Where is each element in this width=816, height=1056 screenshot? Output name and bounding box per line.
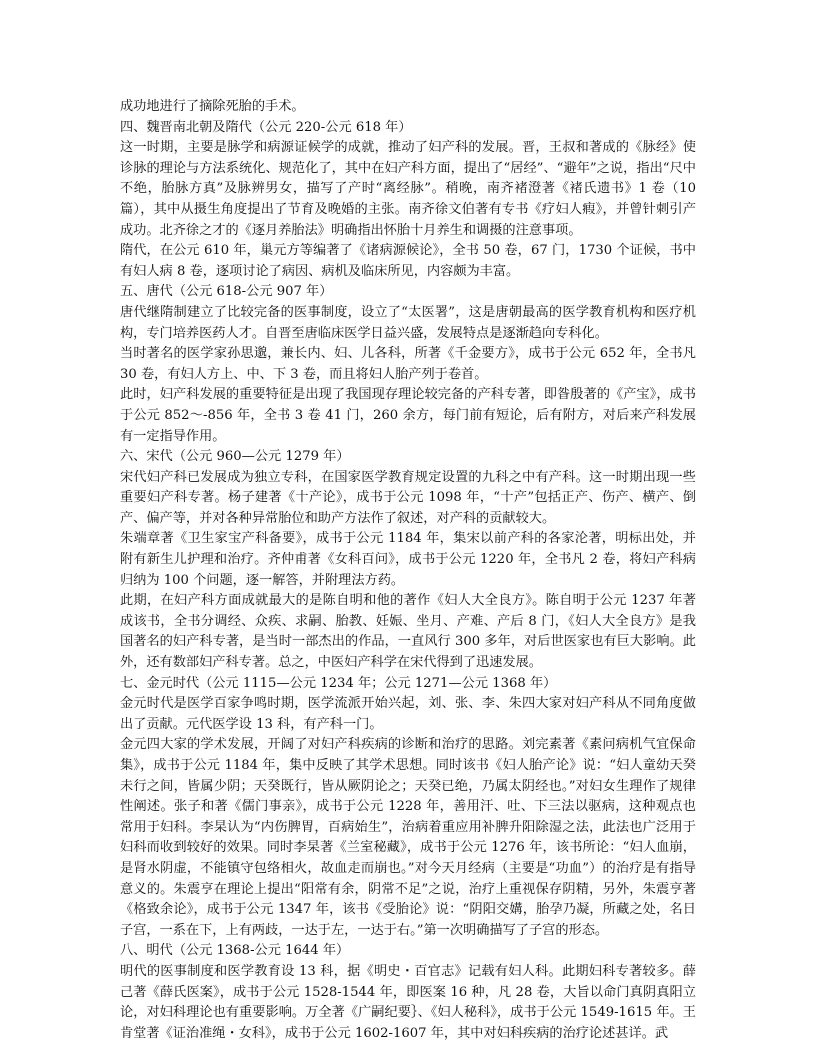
paragraph-ming-works: 明代的医事制度和医学教育设 13 科，据《明史・百官志》记载有妇人科。此期妇科专著较多。薛己著《薛氏医案》，成书于公元 1528-1544 年，即医案 16 种，凡 28 卷，大旨以命门真阴真阳立论，对妇科理论也有重要影响。万全著《广嗣纪要｝、《妇人秘科》，成书于公元 1549-1615 年。王肯堂著《证治准绳・女科》，成书于公元 1602-1607 年，其中对妇科疾病的治疗论述甚详。武: [120, 963, 696, 1041]
paragraph-song-specialty: 宋代妇产科已发展成为独立专科，在国家医学教育规定设置的九科之中有产科。这一时期出现一些重要妇产科专著。杨子建著《十产论》，成书于公元 1098 年，“十产”包括正产、伤产、横产、倒产、偏产等，并对各种异常胎位和助产方法作了叙述，对产科的贡献较大。: [120, 469, 696, 526]
section-heading-ming: 八、明代（公元 1368-公元 1644 年）: [120, 943, 350, 959]
section-heading-tang: 五、唐代（公元 618-公元 907 年）: [120, 284, 333, 300]
text-line-surgery-note: 成功地进行了摘除死胎的手术。: [120, 99, 305, 114]
paragraph-four-masters: 金元四大家的学术发展，开阔了对妇产科疾病的诊断和治疗的思路。刘完素著《素问病机气宜保命集》，成书于公元 1184 年，集中反映了其学术思想。同时该书《妇人胎产论》说：“妇人童幼天癸未行之间，皆属少阴；天癸既行，皆从厥阴论之；天癸已绝，乃属太阴经也。”对妇女生理作了规律性阐述。张子和著《儒门事亲》，成书于公元 1228 年，善用汗、吐、下三法以驱病，这种观点也常用于妇科。李杲认为“内伤脾胃，百病始生”，治病着重应用补脾升阳除湿之法，此法也广泛用于妇科而收到较好的效果。同时李杲著《兰室秘藏》，成书于公元 1276 年，该书所论：“妇人血崩，是肾水阴虚，不能镇守包络相火，故血走而崩也。”对今天月经病（主要是“功血”）的治疗是有指导意义的。朱震亨在理论上提出“阳常有余，阴常不足”之说，治疗上重视保存阴精，另外，朱震亨著《格致余论》，成书于公元 1347 年，该书《受胎论》说：“阴阳交媾，胎孕乃凝，所藏之处，名日子宫，一系在下，上有两歧，一达于左，一达于右。”第一次明确描写了子宫的形态。: [120, 737, 696, 938]
section-heading-jin-yuan: 七、金元时代（公元 1115—公元 1234 年；公元 1271—公元 1368 年）: [120, 675, 557, 691]
paragraph-sui-dynasty: 隋代，在公元 610 年，巢元方等编著了《诸病源候论》，全书 50 卷，67 门，1730 个证候，书中有妇人病 8 卷，逐项讨论了病因、病机及临床所见，内容颇为丰富。: [120, 243, 696, 279]
document-page: [120, 97, 696, 1044]
section-heading-wei-jin-sui: 四、魏晋南北朝及隋代（公元 220-公元 618 年）: [120, 119, 412, 135]
paragraph-sun-simiao: 当时著名的医学家孙思邈，兼长内、妇、儿各科，所著《千金要方》，成书于公元 652 年，全书凡 30 卷，有妇人方上、中、下 3 卷，而且将妇人胎产列于卷首。: [120, 346, 696, 382]
section-heading-song: 六、宋代（公元 960—公元 1279 年）: [120, 449, 350, 465]
paragraph-tang-medical-system: 唐代继隋制建立了比较完备的医事制度，设立了“太医署”，这是唐朝最高的医学教育机构和医疗机构，专门培养医药人才。自晋至唐临床医学日益兴盛，发展特点是逐渐趋向专科化。: [120, 304, 696, 341]
paragraph-chan-bao: 此时，妇产科发展的重要特征是出现了我国现存理论较完备的产科专著，即昝殷著的《产宝》，成书于公元 852～-856 年，全书 3 卷 41 门，260 余方，每门前有短论，后有附方，对后来产科发展有一定指导作用。: [120, 387, 696, 444]
paragraph-chen-ziming: 此期，在妇产科方面成就最大的是陈自明和他的著作《妇人大全良方》。陈自明于公元 1237 年著成该书，全书分调经、众疾、求嗣、胎教、妊娠、坐月、产难、产后 8 门，《妇人大全良方》是我国著名的妇产科专著，是当时一部杰出的作品，一直风行 300 多年，对后世医家也有巨大影响。此外，还有数部妇产科专著。总之，中医妇产科学在宋代得到了迅速发展。: [120, 593, 696, 671]
paragraph-zhu-duanzhang: 朱端章著《卫生家宝产科备要》，成书于公元 1184 年，集宋以前产科的各家沦著，明标出处，并附有新生儿护理和治疗。齐仲甫著《女科百问》，成书于公元 1220 年，全书凡 2 卷，将妇产科病归纳为 100 个问题，逐一解答，并附理法方药。: [120, 531, 696, 588]
paragraph-wei-jin-pulse: 这一时期，主要是脉学和病源证候学的成就，推动了妇产科的发展。晋，王叔和著成的《脉经》使诊脉的理论与方法系统化、规范化了，其中在妇产科方面，提出了“居经”、“避年”之说，指出“尺中不绝，胎脉方真”及脉辨男女，描写了产时“离经脉”。稍晚，南齐褚澄著《褚氏遗书》1 卷（10 篇），其中从摄生角度提出了节育及晚婚的主张。南齐徐文伯著有专书《疗妇人瘕》，并曾针刺引产成功。北齐徐之才的《逐月养胎法》明确指出怀胎十月养生和调摄的注意事项。: [120, 140, 696, 238]
paragraph-jin-yuan-schools: 金元时代是医学百家争鸣时期，医学流派开始兴起，刘、张、李、朱四大家对妇产科从不同角度做出了贡献。元代医学设 13 科，有产科一门。: [120, 696, 696, 732]
